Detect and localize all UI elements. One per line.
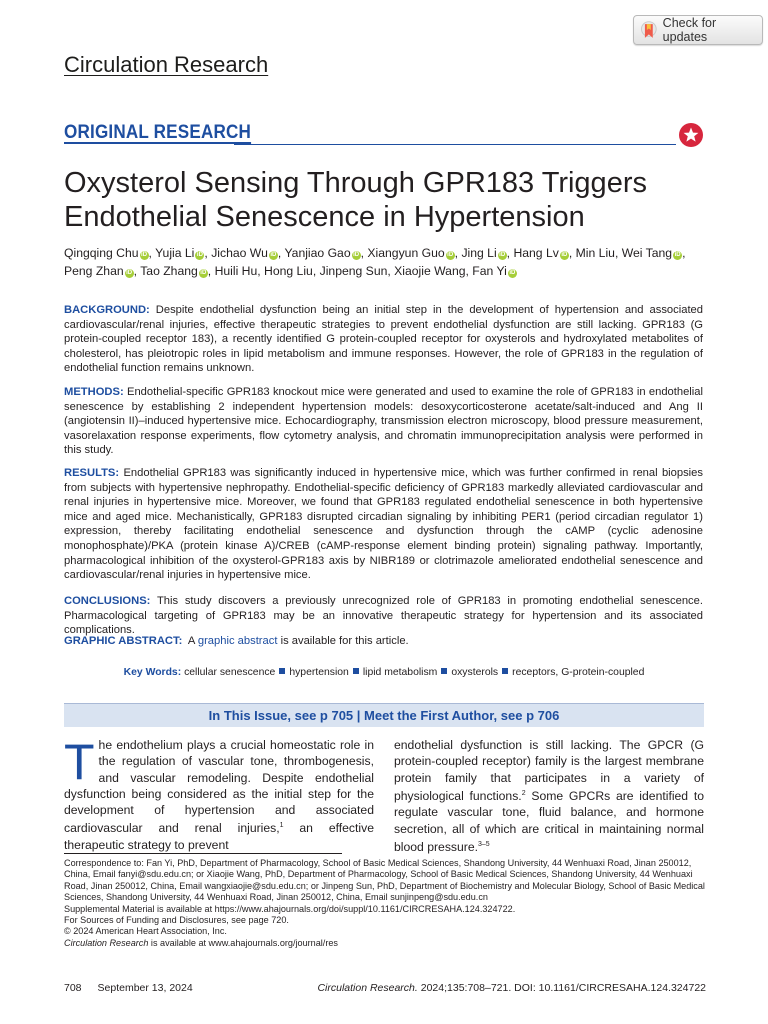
- square-bullet-icon: [279, 668, 285, 674]
- check-for-updates-button[interactable]: [633, 15, 763, 45]
- abstract-methods: [64, 385, 703, 458]
- graphic-post: is available for this article.: [277, 635, 409, 647]
- author[interactable]: Wei Tang: [621, 246, 673, 260]
- article-title: [64, 166, 704, 234]
- footnotes: [64, 858, 706, 949]
- footnote-rule: [64, 853, 342, 854]
- methods-text: Endothelial-specific GPR183 knockout mice were generated and used to examine the role of GPR183 in endothelial senescence by establishing 2 independent hypertension models: desoxycorticosterone acetate/salt-induced and Ang II (angiotensin II)–induced hypertensive mice. Echocardiography, transmission electron microscopy, blood pressure measurement, vasorelaxation response experiments, flow cytometry analysis, and chromatin immunoprecipitation analysis were performed in this study.: [64, 386, 703, 457]
- author[interactable]: Huili Hu: [214, 264, 258, 278]
- issue-date: September 13, 2024: [97, 982, 193, 994]
- keyword[interactable]: receptors, G-protein-coupled: [512, 667, 645, 678]
- footer-journal: Circulation Research.: [317, 982, 418, 994]
- author-list: Qingqing Chu iD , Yujia Li iD , Jichao Wu iD , Yanjiao Gao iD , Xiangyun Guo iD , Jing Li iD , Hang Lv iD , Min Liu, Wei Tang iD , Peng Zhan iD , Tao Zhang iD , Huili Hu, Hong Liu, Jinpeng Sun, Xiaojie Wang, Fan Yi iD: [64, 246, 686, 278]
- results-text: Endothelial GPR183 was significantly induced in hypertensive mice, which was further confirmed in renal biopsies from subjects with hypertensive nephropathy. Endothelial-specific deficiency of GPR183 markedly alleviated cardiovascular and renal injuries in hypertensive mice. Moreover, we found that GPR183 regulated endothelial senescence in both hypertensive mice and aged mice. Mechanistically, GPR183 disrupted circadian signaling by inhibiting PER1 (period circadian regulator 1) expression, thereby facilitating endothelial senescence and dysfunction through the cAMP (cyclic adenosine monophosphate)/PKA (protein kinase A)/CREB (cAMP-response element binding protein) signaling pathway. Importantly, pharmacological inhibition of the oxysterol-GPR183 axis by NIBR189 or clotrimazole ameliorated endothelial senescence and cardiovascular/renal injuries in hypertensive mice.: [64, 467, 703, 582]
- orcid-icon[interactable]: iD: [196, 252, 203, 258]
- methods-heading: METHODS:: [64, 386, 124, 398]
- body-column-right: [394, 737, 704, 855]
- author[interactable]: Hang Lv: [513, 246, 559, 260]
- body-text: Some GPCRs are identified to regulate vascular tone, fluid balance, and hormone secretion, all of which are critical in maintaining normal blood pressure.: [394, 788, 704, 854]
- author[interactable]: Fan Yi: [472, 264, 507, 278]
- journal-name[interactable]: Circulation Research: [64, 52, 269, 77]
- graphic-abstract-heading: GRAPHIC ABSTRACT:: [64, 635, 183, 647]
- author[interactable]: Xiangyun Guo: [367, 246, 445, 260]
- footer-doi: 2024;135:708–721. DOI: 10.1161/CIRCRESAHA.124.324722: [417, 982, 706, 994]
- abstract-results: [64, 466, 703, 583]
- orcid-icon[interactable]: iD: [353, 252, 360, 258]
- correspondence-note: Correspondence to: Fan Yi, PhD, Department of Pharmacology, School of Basic Medical Sciences, Shandong University, 44 Wenhuaxi Road, Jinan 250012, China, Email fanyi@sdu.edu.cn; or Xiaojie Wang, PhD, Department of Pharmacology, School of Basic Medical Sciences, Shandong University, 44 Wenhuaxi Road, Jinan 250012, China, Email wangxiaojie@sdu.edu.cn; or Jinpeng Sun, PhD, Department of Biochemistry and Molecular Biology, School of Basic Medical Sciences, Shandong University, 44 Wenhuaxi Road, Jinan 250012, China, Email sunjinpeng@sdu.edu.cn: [64, 858, 705, 903]
- body-text: an effective therapeutic strategy to prevent: [64, 821, 374, 852]
- keywords-label: Key Words:: [123, 667, 182, 678]
- keyword[interactable]: hypertension: [289, 667, 349, 678]
- abstract-background: [64, 303, 703, 376]
- reference-link[interactable]: 2: [521, 789, 526, 797]
- orcid-icon[interactable]: iD: [141, 252, 148, 258]
- orcid-icon[interactable]: iD: [561, 252, 568, 258]
- availability-text[interactable]: is available at www.ahajournals.org/journal/res: [148, 937, 338, 948]
- keyword[interactable]: oxysterols: [451, 667, 499, 678]
- orcid-icon[interactable]: iD: [447, 252, 454, 258]
- background-text: Despite endothelial dysfunction being an initial step in the development of hypertension and associated cardiovascular/renal injuries, effective therapeutic strategies to prevent endothelial dysfunction are still lacking. GPR183 (G protein-coupled receptor 183), a recently identified G protein-coupled receptor for oxysterols and hydroxylated metabolites of cholesterol, has pleiotropic roles in lipid metabolism and immune responses. However, the role of GPR183 in the regulation of endothelial function remains unknown.: [64, 304, 703, 375]
- author[interactable]: Qingqing Chu: [64, 246, 139, 260]
- graphic-abstract-link[interactable]: graphic abstract: [197, 635, 278, 647]
- keyword[interactable]: cellular senescence: [184, 667, 276, 678]
- reference-link[interactable]: 1: [279, 822, 284, 830]
- footer-citation: [317, 982, 706, 994]
- author[interactable]: Tao Zhang: [140, 264, 198, 278]
- orcid-icon[interactable]: iD: [200, 270, 207, 276]
- check-for-updates-label: Check for updates: [662, 16, 717, 44]
- keywords: [64, 667, 704, 678]
- graphic-pre: A: [182, 635, 198, 647]
- page-number: 708: [64, 982, 82, 994]
- drop-cap: T: [64, 734, 95, 790]
- conclusions-heading: CONCLUSIONS:: [64, 595, 151, 607]
- availability-journal: Circulation Research: [64, 937, 149, 948]
- author[interactable]: Hong Liu: [264, 264, 313, 278]
- section-header: [64, 122, 704, 152]
- star-badge-icon: [678, 122, 704, 148]
- orcid-icon[interactable]: iD: [270, 252, 277, 258]
- body-column-left: [64, 734, 374, 853]
- orcid-icon[interactable]: iD: [499, 252, 506, 258]
- keyword[interactable]: lipid metabolism: [362, 667, 438, 678]
- bookmark-ribbon-icon: [641, 21, 657, 40]
- title-line-2: Endothelial Senescence in Hypertension: [64, 201, 585, 233]
- background-heading: BACKGROUND:: [64, 304, 150, 316]
- copyright-note: © 2024 American Heart Association, Inc.: [64, 926, 227, 937]
- footer-left: [64, 982, 193, 994]
- abstract-conclusions: [64, 594, 703, 638]
- supplemental-note[interactable]: Supplemental Material is available at https://www.ahajournals.org/doi/suppl/10.1161/CIRCRESAHA.124.324722.: [64, 903, 516, 914]
- author[interactable]: Peng Zhan: [64, 264, 124, 278]
- square-bullet-icon: [441, 668, 447, 674]
- orcid-icon[interactable]: iD: [509, 270, 516, 276]
- author[interactable]: Jinpeng Sun: [319, 264, 388, 278]
- author[interactable]: Xiaojie Wang: [394, 264, 466, 278]
- funding-note: For Sources of Funding and Disclosures, see page 720.: [64, 915, 289, 926]
- author[interactable]: Jichao Wu: [211, 246, 268, 260]
- results-heading: RESULTS:: [64, 467, 120, 479]
- author[interactable]: Yujia Li: [155, 246, 195, 260]
- title-line-1: Oxysterol Sensing Through GPR183 Triggers: [64, 167, 647, 199]
- section-label: ORIGINAL RESEARCH: [64, 122, 252, 143]
- body-text: endothelial dysfunction is still lacking. The GPCR (G protein-coupled receptor) family is the largest membrane protein family that participates in a variety of physiological functions.: [394, 738, 704, 803]
- author[interactable]: Jing Li: [461, 246, 497, 260]
- page-footer: [64, 982, 706, 996]
- section-rule: [234, 144, 676, 145]
- availability-note: [64, 938, 706, 949]
- body-text: he endothelium plays a crucial homeostatic role in the regulation of vascular tone, thrombogenesis, and vascular remodeling. Despite endothelial dysfunction being considered as the initial step for the development of hypertension and associated cardiovascular and renal injuries,: [64, 738, 374, 836]
- author[interactable]: Yanjiao Gao: [284, 246, 351, 260]
- conclusions-text: This study discovers a previously unrecognized role of GPR183 in promoting endothelial senescence. Pharmacological targeting of GPR183 may be an innovative therapeutic strategy for hypertension and its associated complications.: [64, 595, 703, 637]
- graphic-abstract-note: [64, 634, 703, 649]
- square-bullet-icon: [502, 668, 508, 674]
- square-bullet-icon: [353, 668, 359, 674]
- in-this-issue-bar[interactable]: In This Issue, see p 705 | Meet the First Author, see p 706: [64, 703, 704, 727]
- reference-link[interactable]: 3–5: [478, 840, 490, 848]
- orcid-icon[interactable]: iD: [126, 270, 133, 276]
- orcid-icon[interactable]: iD: [674, 252, 681, 258]
- author[interactable]: Min Liu: [575, 246, 615, 260]
